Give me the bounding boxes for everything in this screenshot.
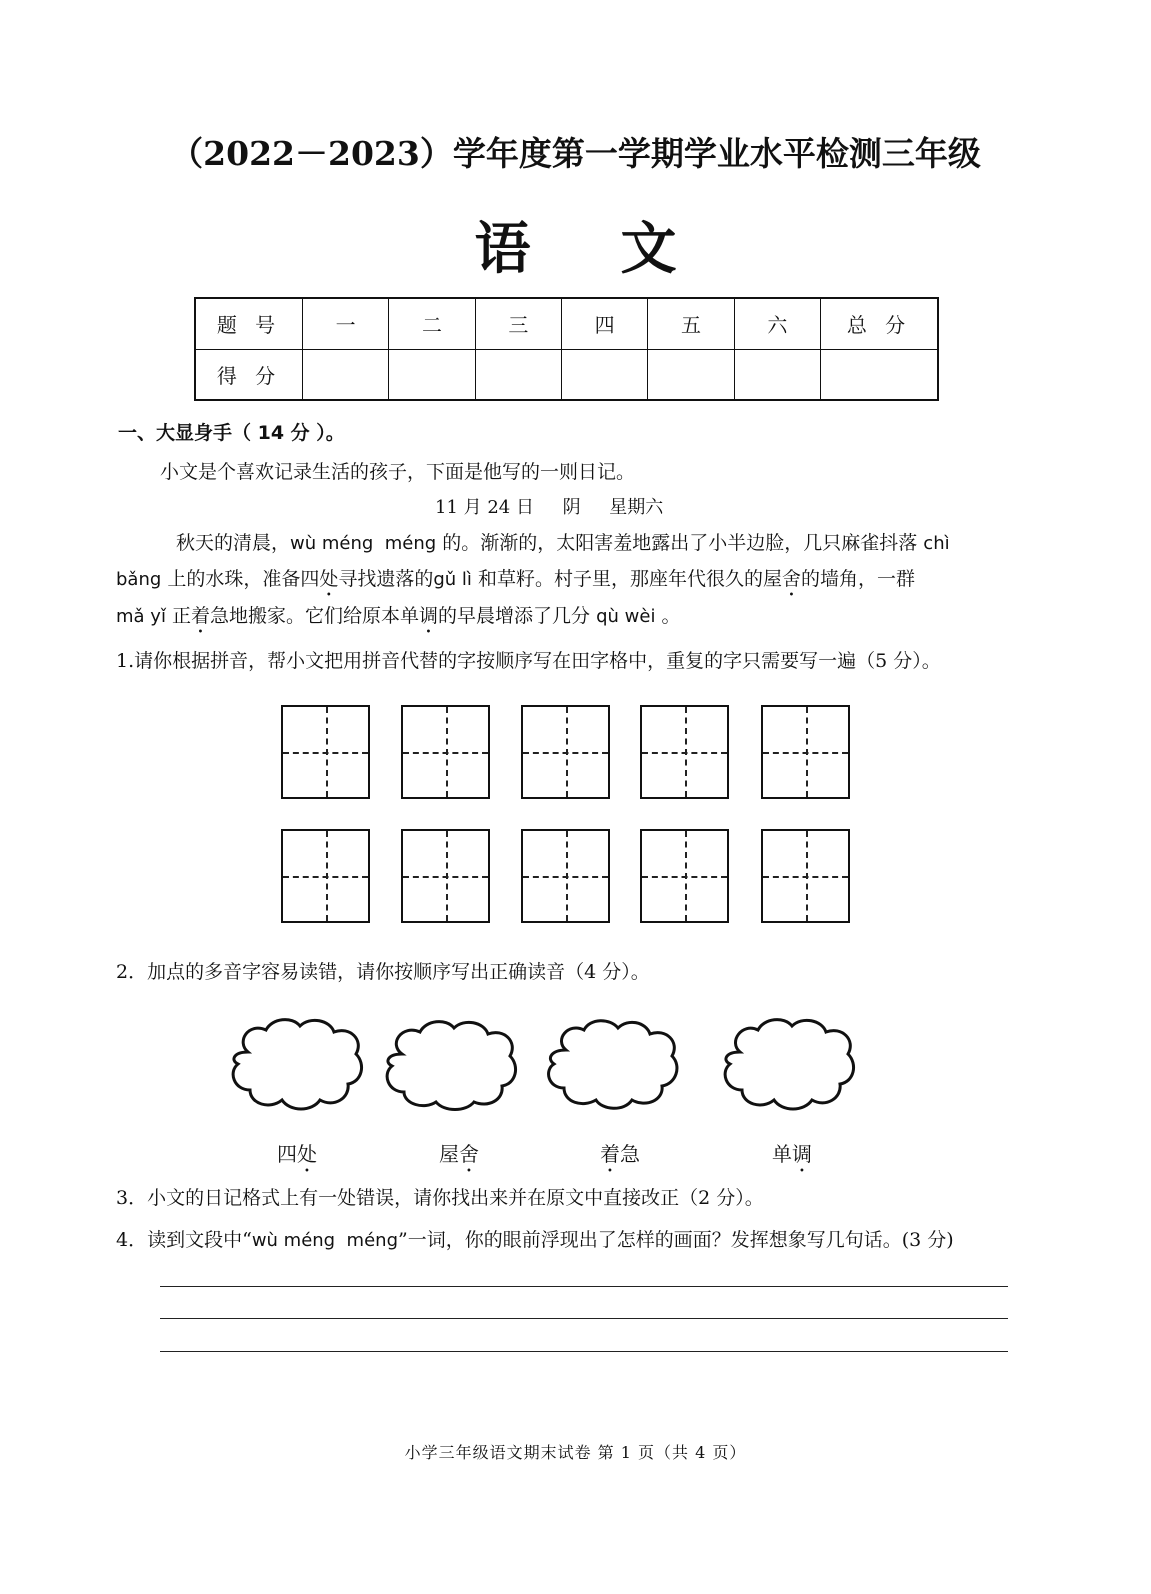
page-footer: 小学三年级语文期末试卷 第 1 页（共 4 页） [404, 1443, 747, 1462]
score-cell-total[interactable] [821, 349, 939, 400]
score-cell[interactable] [648, 349, 734, 400]
pinyin-wumengmeng: wù méng méng [290, 533, 437, 554]
cloud-answer-box[interactable] [226, 1016, 366, 1112]
diary-date-line: 11 月 24 日 阴 星期六 [435, 497, 664, 518]
dotted-char: 舍 [781, 568, 801, 590]
pinyin-guli: gǔ lì [433, 569, 472, 590]
diary-line-2: bǎng 上的水珠，准备四处寻找遗落的gǔ lì 和草籽。村子里，那座年代很久的屋舍的墙角，一群 [116, 568, 916, 590]
polyphone-word: 着急 [600, 1142, 640, 1166]
cloud-answer-box[interactable] [382, 1016, 522, 1112]
score-cell[interactable] [561, 349, 647, 400]
answer-line[interactable] [160, 1286, 1008, 1287]
tianzige-box[interactable] [401, 705, 490, 799]
score-cell[interactable] [303, 349, 389, 400]
score-col-6: 六 [734, 298, 820, 349]
tianzige-box[interactable] [521, 705, 610, 799]
tianzige-box[interactable] [761, 705, 850, 799]
diary-line-3: mǎ yǐ 正着急地搬家。它们给原本单调的早晨增添了几分 qù wèi 。 [116, 605, 681, 627]
dotted-char: 着 [191, 605, 211, 627]
diary-line-1: 秋天的清晨，wù méng méng 的。渐渐的，太阳害羞地露出了小半边脸，几只麻雀抖落 chì [176, 532, 950, 554]
question-2: 2．加点的多音字容易读错，请你按顺序写出正确读音（4 分）。 [116, 961, 650, 983]
score-col-2: 二 [389, 298, 475, 349]
subject-title: 语文 [474, 216, 767, 282]
dotted-char: 处 [319, 568, 339, 590]
question-1: 1.请你根据拼音，帮小文把用拼音代替的字按顺序写在田字格中，重复的字只需要写一遍（5 分）。 [116, 650, 941, 672]
polyphone-word: 屋舍 [439, 1142, 479, 1166]
section1-intro: 小文是个喜欢记录生活的孩子，下面是他写的一则日记。 [160, 461, 636, 483]
polyphone-word: 四处 [277, 1142, 317, 1166]
score-col-total: 总 分 [821, 298, 939, 349]
pinyin-mayi: mǎ yǐ [116, 606, 166, 627]
answer-line[interactable] [160, 1318, 1008, 1319]
score-col-3: 三 [475, 298, 561, 349]
score-cell[interactable] [475, 349, 561, 400]
score-table [194, 297, 939, 401]
pinyin-bang: bǎng [116, 569, 162, 590]
question-4: 4．读到文段中“wù méng méng”一词，你的眼前浮现出了怎样的画面？发挥想象写几句话。(3 分) [116, 1229, 954, 1251]
tianzige-box[interactable] [281, 705, 370, 799]
polyphone-word: 单调 [772, 1142, 812, 1166]
score-cell[interactable] [389, 349, 475, 400]
tianzige-box[interactable] [521, 829, 610, 923]
tianzige-box[interactable] [640, 829, 729, 923]
pinyin-quwei: qù wèi [596, 606, 656, 627]
question-3: 3．小文的日记格式上有一处错误，请你找出来并在原文中直接改正（2 分）。 [116, 1187, 764, 1209]
dotted-char: 调 [419, 605, 439, 627]
score-col-1: 一 [303, 298, 389, 349]
answer-line[interactable] [160, 1351, 1008, 1352]
score-row-label: 得 分 [195, 349, 303, 400]
pinyin-chi: chì [923, 533, 950, 554]
tianzige-box[interactable] [401, 829, 490, 923]
score-col-5: 五 [648, 298, 734, 349]
exam-title: （2022－2023）学年度第一学期学业水平检测三年级 [170, 134, 981, 173]
tianzige-box[interactable] [281, 829, 370, 923]
tianzige-box[interactable] [761, 829, 850, 923]
cloud-answer-box[interactable] [718, 1016, 858, 1112]
score-table-header-label: 题 号 [195, 298, 303, 349]
score-col-4: 四 [561, 298, 647, 349]
score-cell[interactable] [734, 349, 820, 400]
section1-heading: 一、大显身手（ 14 分 ）。 [118, 422, 345, 444]
cloud-answer-box[interactable] [542, 1016, 682, 1112]
tianzige-box[interactable] [640, 705, 729, 799]
